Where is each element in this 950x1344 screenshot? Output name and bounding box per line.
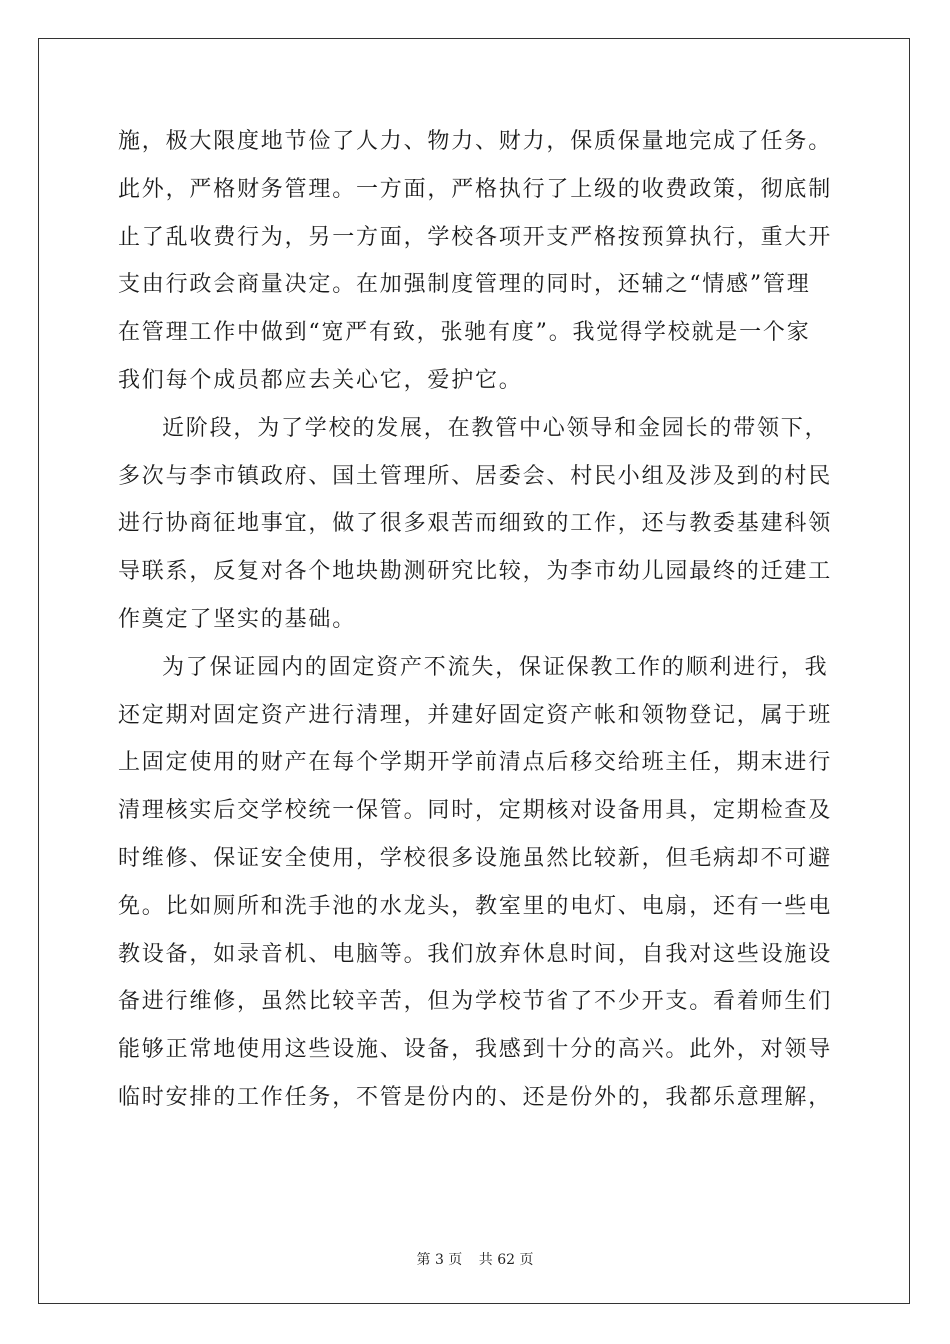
- text-line: 支由行政会商量决定。在加强制度管理的同时，还辅之“情感”管理: [118, 272, 811, 298]
- text-line: 施，极大限度地节俭了人力、物力、财力，保质保量地完成了任务。: [118, 129, 833, 154]
- text-line: 免。比如厕所和洗手池的水龙头，教室里的电灯、电扇，还有一些电: [118, 893, 833, 919]
- paragraph-2: [118, 405, 832, 644]
- text-line: 能够正常地使用这些设施、设备，我感到十分的高兴。此外，对领导: [118, 1037, 833, 1063]
- text-line-indented: 为了保证园内的固定资产不流失，保证保教工作的顺利进行，我: [162, 654, 829, 680]
- text-line: 我们每个成员都应去关心它，爱护它。: [118, 367, 523, 393]
- text-line: 进行协商征地事宜，做了很多艰苦而细致的工作，还与教委基建科领: [118, 511, 833, 537]
- document-body: [118, 118, 832, 1122]
- text-line: 在管理工作中做到“宽严有致，张驰有度”。我觉得学校就是一个家: [118, 320, 811, 346]
- text-line: 还定期对固定资产进行清理，并建好固定资产帐和领物登记，属于班: [118, 702, 833, 728]
- text-line: 教设备，如录音机、电脑等。我们放弃休息时间，自我对这些设施设: [118, 941, 833, 967]
- text-line: 时维修、保证安全使用，学校很多设施虽然比较新，但毛病却不可避: [118, 845, 833, 871]
- text-line: 备进行维修，虽然比较辛苦，但为学校节省了不少开支。看着师生们: [118, 989, 833, 1015]
- text-line-indented: 近阶段，为了学校的发展，在教管中心领导和金园长的带领下，: [162, 415, 829, 441]
- text-line: 临时安排的工作任务，不管是份内的、还是份外的，我都乐意理解，: [118, 1084, 833, 1110]
- text-line: 作奠定了坚实的基础。: [118, 606, 357, 632]
- total-pages: 共 62 页: [478, 1252, 534, 1268]
- text-line: 止了乱收费行为，另一方面，学校各项开支严格按预算执行，重大开: [118, 224, 833, 250]
- text-line: 清理核实后交学校统一保管。同时，定期核对设备用具，定期检查及: [118, 798, 833, 824]
- page-number: 第 3 页: [416, 1252, 463, 1268]
- text-line: 多次与李市镇政府、国土管理所、居委会、村民小组及涉及到的村民: [118, 463, 833, 489]
- text-line: 此外，严格财务管理。一方面，严格执行了上级的收费政策，彻底制: [118, 176, 833, 202]
- paragraph-1: [118, 118, 832, 405]
- page-footer: [0, 1249, 950, 1269]
- text-line: 导联系，反复对各个地块勘测研究比较，为李市幼儿园最终的迁建工: [118, 559, 833, 585]
- text-line: 上固定使用的财产在每个学期开学前清点后移交给班主任，期末进行: [118, 750, 833, 776]
- paragraph-3: [118, 644, 832, 1122]
